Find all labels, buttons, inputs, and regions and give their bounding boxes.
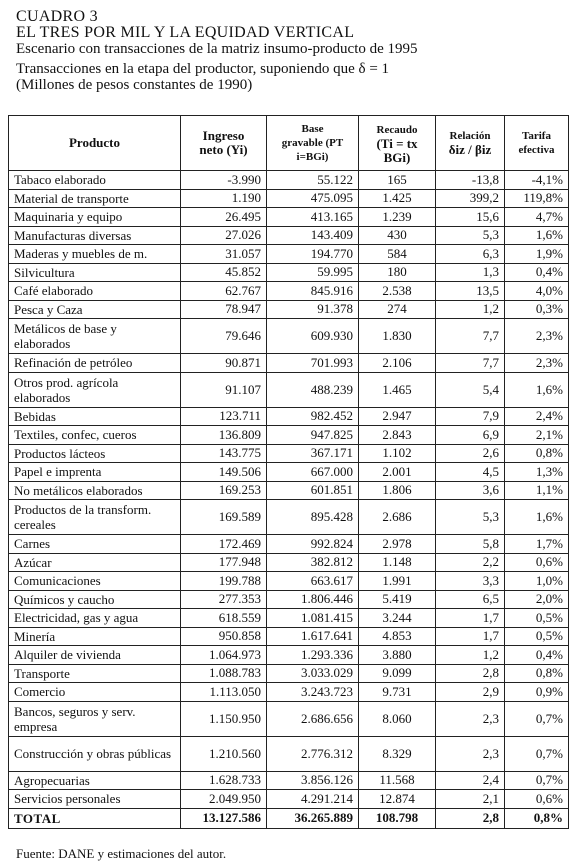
total-recaudo: 108.798 (359, 808, 436, 828)
cell-base: 382.812 (267, 553, 359, 572)
cell-base: 194.770 (267, 245, 359, 264)
table-heading (16, 9, 565, 93)
table-row (9, 553, 569, 572)
cell-ingreso: 1.113.050 (181, 683, 267, 702)
cell-producto: Azúcar (9, 553, 181, 572)
cell-producto: Agropecuarias (9, 771, 181, 790)
cell-producto: Bebidas (9, 407, 181, 426)
cell-base: 1.617.641 (267, 627, 359, 646)
cell-tarifa: 0,6% (505, 553, 569, 572)
cell-relacion: 1,2 (436, 300, 505, 319)
cell-relacion: 2,2 (436, 553, 505, 572)
table-assumption: Transacciones en la etapa del productor, suponiendo que δ = 1 (16, 61, 390, 77)
cell-base: 982.452 (267, 407, 359, 426)
cell-recaudo: 274 (359, 300, 436, 319)
cell-base: 947.825 (267, 426, 359, 445)
table-body (9, 171, 569, 809)
cell-base: 845.916 (267, 282, 359, 301)
cell-ingreso: 618.559 (181, 609, 267, 628)
cell-ingreso: 123.711 (181, 407, 267, 426)
cell-recaudo: 8.329 (359, 736, 436, 771)
cell-tarifa: 0,4% (505, 646, 569, 665)
cell-producto: Maquinaria y equipo (9, 208, 181, 227)
cell-recaudo: 4.853 (359, 627, 436, 646)
cell-producto: Servicios personales (9, 790, 181, 809)
cell-tarifa: 1,1% (505, 481, 569, 500)
cell-recaudo: 1.991 (359, 572, 436, 591)
cell-producto: Otros prod. agrícola elaborados (9, 372, 181, 407)
cell-base: 992.824 (267, 535, 359, 554)
cell-relacion: 3,6 (436, 481, 505, 500)
cell-tarifa: 119,8% (505, 189, 569, 208)
cell-tarifa: 4,7% (505, 208, 569, 227)
cell-producto: Metálicos de base y elaborados (9, 319, 181, 354)
cell-recaudo: 9.099 (359, 664, 436, 683)
cell-base: 609.930 (267, 319, 359, 354)
cell-tarifa: 1,0% (505, 572, 569, 591)
table-units: (Millones de pesos constantes de 1990) (16, 77, 253, 93)
cell-relacion: 5,8 (436, 535, 505, 554)
cell-relacion: 2,3 (436, 736, 505, 771)
table-row (9, 572, 569, 591)
cell-producto: Comunicaciones (9, 572, 181, 591)
table-row (9, 646, 569, 665)
table-row (9, 790, 569, 809)
cell-tarifa: 0,9% (505, 683, 569, 702)
cell-recaudo: 2.686 (359, 500, 436, 535)
table-row (9, 226, 569, 245)
cell-producto: Productos lácteos (9, 444, 181, 463)
cell-ingreso: 45.852 (181, 263, 267, 282)
cell-recaudo: 165 (359, 171, 436, 190)
table-row (9, 319, 569, 354)
cell-tarifa: 0,7% (505, 736, 569, 771)
table-row (9, 590, 569, 609)
cell-ingreso: 1.150.950 (181, 701, 267, 736)
cell-tarifa: 2,3% (505, 319, 569, 354)
cell-recaudo: 430 (359, 226, 436, 245)
cell-tarifa: -4,1% (505, 171, 569, 190)
cell-recaudo: 1.425 (359, 189, 436, 208)
cell-relacion: 3,3 (436, 572, 505, 591)
col-header-relacion: Relación δiz / βiz (436, 116, 505, 171)
cell-ingreso: 136.809 (181, 426, 267, 445)
cell-recaudo: 2.978 (359, 535, 436, 554)
cell-base: 2.686.656 (267, 701, 359, 736)
cell-producto: Transporte (9, 664, 181, 683)
cell-ingreso: 1.628.733 (181, 771, 267, 790)
cell-tarifa: 2,3% (505, 354, 569, 373)
cell-tarifa: 2,0% (505, 590, 569, 609)
cell-base: 413.165 (267, 208, 359, 227)
cell-ingreso: 950.858 (181, 627, 267, 646)
cell-relacion: 6,9 (436, 426, 505, 445)
cell-relacion: 2,6 (436, 444, 505, 463)
total-tarifa: 0,8% (505, 808, 569, 828)
cell-producto: Tabaco elaborado (9, 171, 181, 190)
cell-ingreso: 172.469 (181, 535, 267, 554)
cell-relacion: 1,2 (436, 646, 505, 665)
cell-base: 367.171 (267, 444, 359, 463)
cell-base: 55.122 (267, 171, 359, 190)
table-subtitle: Escenario con transacciones de la matriz insumo-producto de 1995 (16, 41, 418, 57)
cell-tarifa: 0,4% (505, 263, 569, 282)
cell-ingreso: 143.775 (181, 444, 267, 463)
col-header-base: Base gravable (PT i=BGi) (267, 116, 359, 171)
cell-ingreso: 169.253 (181, 481, 267, 500)
cell-recaudo: 9.731 (359, 683, 436, 702)
cell-relacion: 1,3 (436, 263, 505, 282)
cell-tarifa: 1,7% (505, 535, 569, 554)
cell-tarifa: 1,9% (505, 245, 569, 264)
table-row (9, 208, 569, 227)
cell-ingreso: -3.990 (181, 171, 267, 190)
cell-relacion: 7,7 (436, 319, 505, 354)
cell-ingreso: 91.107 (181, 372, 267, 407)
cell-recaudo: 584 (359, 245, 436, 264)
cell-base: 91.378 (267, 300, 359, 319)
cell-base: 2.776.312 (267, 736, 359, 771)
cell-producto: Material de transporte (9, 189, 181, 208)
cell-recaudo: 2.001 (359, 463, 436, 482)
cell-ingreso: 1.088.783 (181, 664, 267, 683)
cell-relacion: 2,8 (436, 664, 505, 683)
table-row (9, 701, 569, 736)
cell-ingreso: 2.049.950 (181, 790, 267, 809)
cell-producto: Maderas y muebles de m. (9, 245, 181, 264)
table-row (9, 426, 569, 445)
cell-tarifa: 0,8% (505, 664, 569, 683)
col-header-tarifa: Tarifa efectiva (505, 116, 569, 171)
cell-ingreso: 26.495 (181, 208, 267, 227)
cell-recaudo: 1.102 (359, 444, 436, 463)
table-row (9, 500, 569, 535)
cell-ingreso: 31.057 (181, 245, 267, 264)
cell-base: 1.081.415 (267, 609, 359, 628)
cell-tarifa: 0,5% (505, 609, 569, 628)
cell-base: 3.033.029 (267, 664, 359, 683)
cell-recaudo: 3.244 (359, 609, 436, 628)
cell-ingreso: 62.767 (181, 282, 267, 301)
cell-base: 3.243.723 (267, 683, 359, 702)
cell-ingreso: 79.646 (181, 319, 267, 354)
cell-tarifa: 4,0% (505, 282, 569, 301)
cell-base: 143.409 (267, 226, 359, 245)
cell-ingreso: 199.788 (181, 572, 267, 591)
table-row (9, 282, 569, 301)
col-header-ingreso: Ingreso neto (Yi) (181, 116, 267, 171)
cell-producto: Pesca y Caza (9, 300, 181, 319)
col-header-producto: Producto (9, 116, 181, 171)
table-row (9, 481, 569, 500)
cell-producto: Minería (9, 627, 181, 646)
cell-ingreso: 1.190 (181, 189, 267, 208)
cell-ingreso: 27.026 (181, 226, 267, 245)
total-relacion: 2,8 (436, 808, 505, 828)
table-row (9, 535, 569, 554)
cell-ingreso: 78.947 (181, 300, 267, 319)
source-note: Fuente: DANE y estimaciones del autor. (16, 846, 227, 861)
table-title: EL TRES POR MIL Y LA EQUIDAD VERTICAL (16, 24, 355, 41)
cell-relacion: 5,3 (436, 500, 505, 535)
cell-producto: Bancos, seguros y serv. empresa (9, 701, 181, 736)
cell-ingreso: 177.948 (181, 553, 267, 572)
cell-relacion: 4,5 (436, 463, 505, 482)
cell-base: 59.995 (267, 263, 359, 282)
cell-base: 1.293.336 (267, 646, 359, 665)
cell-recaudo: 2.947 (359, 407, 436, 426)
cell-producto: Café elaborado (9, 282, 181, 301)
header-row (9, 116, 569, 171)
cell-recaudo: 2.106 (359, 354, 436, 373)
cell-recaudo: 180 (359, 263, 436, 282)
table-row (9, 372, 569, 407)
cell-producto: Comercio (9, 683, 181, 702)
cell-producto: Refinación de petróleo (9, 354, 181, 373)
cell-relacion: 1,7 (436, 609, 505, 628)
cell-tarifa: 0,7% (505, 771, 569, 790)
table-row (9, 245, 569, 264)
cell-recaudo: 1.239 (359, 208, 436, 227)
cell-producto: Manufacturas diversas (9, 226, 181, 245)
cell-recaudo: 5.419 (359, 590, 436, 609)
cell-tarifa: 0,6% (505, 790, 569, 809)
table-row (9, 189, 569, 208)
cell-relacion: 7,9 (436, 407, 505, 426)
table-row (9, 736, 569, 771)
table-row (9, 171, 569, 190)
cell-tarifa: 1,3% (505, 463, 569, 482)
cell-relacion: 6,3 (436, 245, 505, 264)
table-row (9, 354, 569, 373)
cell-producto: Carnes (9, 535, 181, 554)
cell-recaudo: 3.880 (359, 646, 436, 665)
cell-recaudo: 2.843 (359, 426, 436, 445)
cell-ingreso: 169.589 (181, 500, 267, 535)
table-row (9, 683, 569, 702)
cell-producto: Construcción y obras públicas (9, 736, 181, 771)
cell-relacion: 5,4 (436, 372, 505, 407)
table-number: CUADRO 3 (16, 8, 98, 25)
cell-producto: Electricidad, gas y agua (9, 609, 181, 628)
cell-tarifa: 0,8% (505, 444, 569, 463)
table-row (9, 300, 569, 319)
total-label: TOTAL (9, 808, 181, 828)
total-base: 36.265.889 (267, 808, 359, 828)
cell-tarifa: 1,6% (505, 372, 569, 407)
cell-tarifa: 2,1% (505, 426, 569, 445)
cell-base: 701.993 (267, 354, 359, 373)
table-row (9, 263, 569, 282)
cell-recaudo: 1.806 (359, 481, 436, 500)
total-ingreso: 13.127.586 (181, 808, 267, 828)
cell-base: 663.617 (267, 572, 359, 591)
table-row (9, 627, 569, 646)
cell-base: 1.806.446 (267, 590, 359, 609)
table-row (9, 444, 569, 463)
cell-tarifa: 2,4% (505, 407, 569, 426)
cell-base: 895.428 (267, 500, 359, 535)
data-table (8, 115, 569, 829)
cell-producto: Alquiler de vivienda (9, 646, 181, 665)
cell-tarifa: 0,3% (505, 300, 569, 319)
cell-relacion: 2,3 (436, 701, 505, 736)
cell-relacion: 13,5 (436, 282, 505, 301)
cell-recaudo: 1.148 (359, 553, 436, 572)
cell-producto: Silvicultura (9, 263, 181, 282)
table-row (9, 609, 569, 628)
cell-producto: Productos de la transform. cereales (9, 500, 181, 535)
cell-producto: Textiles, confec, cueros (9, 426, 181, 445)
cell-ingreso: 1.210.560 (181, 736, 267, 771)
cell-recaudo: 1.830 (359, 319, 436, 354)
total-row (9, 808, 569, 828)
cell-base: 601.851 (267, 481, 359, 500)
table-row (9, 771, 569, 790)
cell-producto: No metálicos elaborados (9, 481, 181, 500)
cell-recaudo: 2.538 (359, 282, 436, 301)
cell-ingreso: 277.353 (181, 590, 267, 609)
cell-ingreso: 90.871 (181, 354, 267, 373)
cell-producto: Químicos y caucho (9, 590, 181, 609)
cell-relacion: 2,4 (436, 771, 505, 790)
cell-ingreso: 149.506 (181, 463, 267, 482)
cell-relacion: -13,8 (436, 171, 505, 190)
cell-relacion: 2,9 (436, 683, 505, 702)
cell-recaudo: 12.874 (359, 790, 436, 809)
cell-tarifa: 0,5% (505, 627, 569, 646)
cell-base: 4.291.214 (267, 790, 359, 809)
table-row (9, 407, 569, 426)
cell-tarifa: 1,6% (505, 226, 569, 245)
cell-relacion: 7,7 (436, 354, 505, 373)
cell-relacion: 1,7 (436, 627, 505, 646)
cell-base: 475.095 (267, 189, 359, 208)
cell-relacion: 5,3 (436, 226, 505, 245)
cell-tarifa: 1,6% (505, 500, 569, 535)
col-header-recaudo: Recaudo (Ti = tx BGi) (359, 116, 436, 171)
cell-base: 3.856.126 (267, 771, 359, 790)
cell-recaudo: 8.060 (359, 701, 436, 736)
table-row (9, 463, 569, 482)
cell-producto: Papel e imprenta (9, 463, 181, 482)
cell-base: 488.239 (267, 372, 359, 407)
cell-ingreso: 1.064.973 (181, 646, 267, 665)
cell-recaudo: 1.465 (359, 372, 436, 407)
cell-tarifa: 0,7% (505, 701, 569, 736)
table-row (9, 664, 569, 683)
cell-relacion: 15,6 (436, 208, 505, 227)
cell-base: 667.000 (267, 463, 359, 482)
cell-relacion: 2,1 (436, 790, 505, 809)
cell-relacion: 399,2 (436, 189, 505, 208)
cell-recaudo: 11.568 (359, 771, 436, 790)
cell-relacion: 6,5 (436, 590, 505, 609)
